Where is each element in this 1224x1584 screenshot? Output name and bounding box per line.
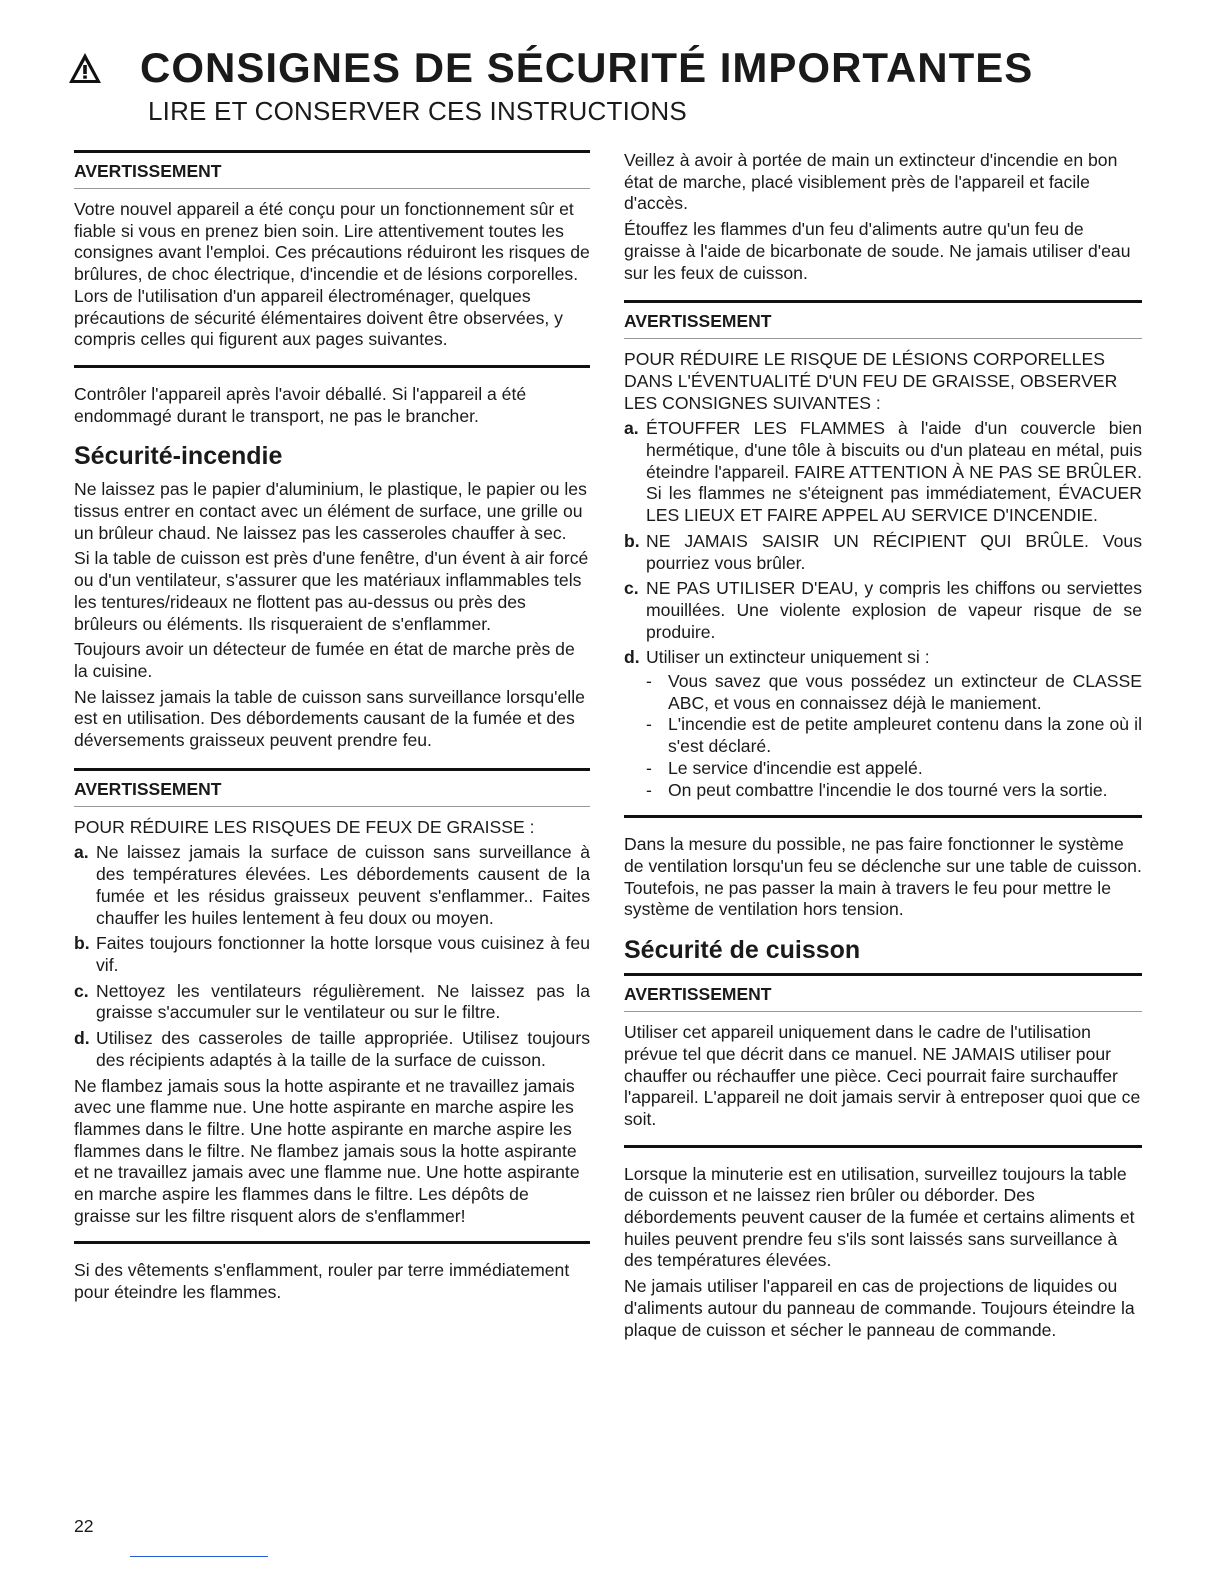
sub-list-item <box>646 671 1142 714</box>
paragraph-fire-3: Toujours avoir un détecteur de fumée en état de marche près de la cuisine. <box>74 639 575 681</box>
warning-triangle-icon <box>68 52 102 84</box>
paragraph-clothes: Si des vêtements s'enflamment, rouler par terre immédiatement pour éteindre les flammes. <box>74 1260 570 1303</box>
section-heading-cooking: Sécurité de cuisson <box>624 936 861 965</box>
warning-intro: POUR RÉDUIRE LE RISQUE DE LÉSIONS CORPORELLES DANS L'ÉVENTUALITÉ D'UN FEU DE GRAISSE, OBSERVER LES CONSIGNES SUIVANTES : <box>624 349 1118 413</box>
injury-list <box>624 418 1142 801</box>
warning-box-general <box>74 150 590 368</box>
sub-list <box>646 671 1142 801</box>
list-marker: d. <box>624 647 640 668</box>
warning-title: AVERTISSEMENT <box>624 309 1142 339</box>
dash-marker: - <box>646 714 652 735</box>
sub-list-item <box>646 780 1142 802</box>
list-item-text: Utiliser un extincteur uniquement si : <box>646 647 930 668</box>
page-number: 22 <box>74 1516 94 1536</box>
warning-text: Utiliser cet appareil uniquement dans le cadre de l'utilisation prévue tel que décrit dans ce manuel. NE JAMAIS utiliser pour chauffer ou réchauffer une pièce. Ceci pourrait faire surchauffer l'appareil. L'appareil ne doit jamais servir à entreposer quoi que ce soit. <box>624 1022 1141 1129</box>
title-row <box>60 40 1170 96</box>
list-item <box>74 981 590 1024</box>
list-marker: c. <box>74 980 89 1001</box>
list-item <box>624 578 1142 643</box>
dash-marker: - <box>646 779 652 800</box>
right-column <box>624 150 1142 1345</box>
list-marker: c. <box>624 578 639 599</box>
page-subtitle: LIRE ET CONSERVER CES INSTRUCTIONS <box>148 96 687 126</box>
page-title: CONSIGNES DE SÉCURITÉ IMPORTANTES <box>140 44 1034 91</box>
paragraph-unpack: Contrôler l'appareil après l'avoir déballé. Si l'appareil a été endommagé durant le transport, ne pas le brancher. <box>74 383 527 426</box>
warning-box-injury <box>624 300 1142 818</box>
left-column <box>74 150 590 1308</box>
section-heading-fire: Sécurité-incendie <box>74 442 283 471</box>
dash-marker: - <box>646 671 652 692</box>
sub-list-item-text: L'incendie est de petite ampleuret contenu dans la zone où il s'est déclaré. <box>668 714 1142 757</box>
list-item-text: NE PAS UTILISER D'EAU, y compris les chiffons ou serviettes mouillées. Une violente explosion de vapeur risque de se produire. <box>646 578 1142 642</box>
warning-title: AVERTISSEMENT <box>74 159 590 189</box>
list-item <box>624 418 1142 527</box>
list-item-text: Nettoyez les ventilateurs régulièrement. Ne laissez pas la graisse s'accumuler sur le ventilateur ou sur le filtre. <box>96 980 590 1023</box>
list-item-text: Faites toujours fonctionner la hotte lorsque vous cuisinez à feu vif. <box>96 933 590 975</box>
warning-text: Votre nouvel appareil a été conçu pour un fonctionnement sûr et fiable si vous en prenez bien soin. Lire attentivement toutes les consignes avant l'emploi. Ces précautions réduiront les risques de brûlures, de choc électrique, d'incendie et de lésions corporelles. Lors de l'utilisation d'un appareil électroménager, quelques précautions de sécurité élémentaires doivent être observées, y compris celles qui figurent aux pages suivantes. <box>74 199 590 350</box>
list-marker: a. <box>74 842 89 863</box>
list-marker: a. <box>624 418 639 439</box>
warning-intro: POUR RÉDUIRE LES RISQUES DE FEUX DE GRAISSE : <box>74 816 535 837</box>
list-item <box>624 531 1142 574</box>
sub-list-item <box>646 714 1142 757</box>
paragraph-fire-1: Ne laissez pas le papier d'aluminium, le plastique, le papier ou les tissus entrer en contact avec un élément de surface, une grille ou un brûleur chaud. Ne laissez pas les casseroles chauffer à sec. <box>74 479 587 543</box>
warning-box-grease <box>74 768 590 1245</box>
paragraph-timer: Lorsque la minuterie est en utilisation, surveillez toujours la table de cuisson et ne laissez rien brûler ou déborder. Des débordements peuvent causer de la fumée et certains aliments et huiles peuvent prendre feu s'ils sont laissés sans surveillance à des températures élevées. <box>624 1163 1135 1271</box>
warning-title: AVERTISSEMENT <box>74 777 590 807</box>
paragraph-ventilation: Dans la mesure du possible, ne pas faire fonctionner le système de ventilation lorsqu'un feu se déclenche sur une table de cuisson. Toutefois, ne pas passer la main à travers le feu pour mettre le système de ventilation hors tension. <box>624 834 1142 920</box>
paragraph-extinguisher: Veillez à avoir à portée de main un extincteur d'incendie en bon état de marche, placé visiblement près de l'appareil et facile d'accès. <box>624 150 1118 214</box>
paragraph-fire-4: Ne laissez jamais la table de cuisson sans surveillance lorsqu'elle est en utilisation. Des débordements causant de la fumée et des déversements graisseux peuvent prendre feu. <box>74 686 585 751</box>
list-item-text: Ne laissez jamais la surface de cuisson sans surveillance à des températures élevées. Les débordements causent de la fumée et les résidus graisseux peuvent s'enflammer.. Faites chauffer les huiles lentement à feu doux ou moyen. <box>96 842 590 928</box>
list-marker: b. <box>74 933 90 954</box>
warning-title: AVERTISSEMENT <box>624 982 1142 1012</box>
footer-rule <box>130 1556 268 1557</box>
list-item-text: NE JAMAIS SAISIR UN RÉCIPIENT QUI BRÛLE. Vous pourriez vous brûler. <box>646 530 1142 573</box>
page-header <box>60 40 1170 126</box>
sub-list-item-text: Le service d'incendie est appelé. <box>668 757 923 778</box>
sub-list-item-text: Vous savez que vous possédez un extincteur de CLASSE ABC, et vous en connaissez déjà le maniement. <box>668 671 1142 713</box>
sub-list-item <box>646 758 1142 780</box>
warning-box-usage <box>624 973 1142 1148</box>
list-item-text: Utilisez des casseroles de taille appropriée. Utilisez toujours des récipients adaptés à la taille de la surface de cuisson. <box>96 1028 590 1070</box>
paragraph-fire-2: Si la table de cuisson est près d'une fenêtre, d'un évent à air forcé ou d'un ventilateur, s'assurer que les matériaux inflammables tels les tentures/rideaux ne flottent pas au-dessus ou près des brûleurs ou éléments. Ils risqueraient de s'enflammer. <box>74 548 589 634</box>
list-item-text: ÉTOUFFER LES FLAMMES à l'aide d'un couvercle bien hermétique, d'une tôle à biscuits ou d'un plateau en métal, puis éteindre l'appareil. FAIRE ATTENTION À NE PAS SE BRÛLER. Si les flammes ne s'éteignent pas immédiatement, ÉVACUER LES LIEUX ET FAIRE APPEL AU SERVICE D'INCENDIE. <box>646 418 1142 526</box>
list-marker: b. <box>624 530 640 551</box>
list-item <box>74 933 590 976</box>
sub-list-item-text: On peut combattre l'incendie le dos tourné vers la sortie. <box>668 779 1108 800</box>
paragraph-control-panel: Ne jamais utiliser l'appareil en cas de projections de liquides ou d'aliments autour du panneau de commande. Toujours éteindre la plaque de cuisson et sécher le panneau de commande. <box>624 1276 1135 1340</box>
list-item-body <box>646 647 1142 801</box>
list-item <box>74 1028 590 1071</box>
warning-after-text: Ne flambez jamais sous la hotte aspirante et ne travaillez jamais avec une flamme nue. Une hotte aspirante en marche aspire les flammes dans le filtre. Une hotte aspirante en marche aspire les flammes dans le filtre. Ne flambez jamais sous la hotte aspirante et ne travaillez jamais avec une flamme nue. Une hotte aspirante en marche aspire les flammes dans le filtre. Les dépôts de graisse sur les filtre risquent alors de s'enflammer! <box>74 1075 580 1226</box>
list-item <box>74 842 590 929</box>
grease-list <box>74 842 590 1071</box>
paragraph-smother: Étouffez les flammes d'un feu d'aliments autre qu'un feu de graisse à l'aide de bicarbonate de soude. Ne jamais utiliser d'eau sur les feux de cuisson. <box>624 219 1131 283</box>
list-item <box>624 647 1142 801</box>
list-marker: d. <box>74 1028 90 1049</box>
dash-marker: - <box>646 757 652 778</box>
